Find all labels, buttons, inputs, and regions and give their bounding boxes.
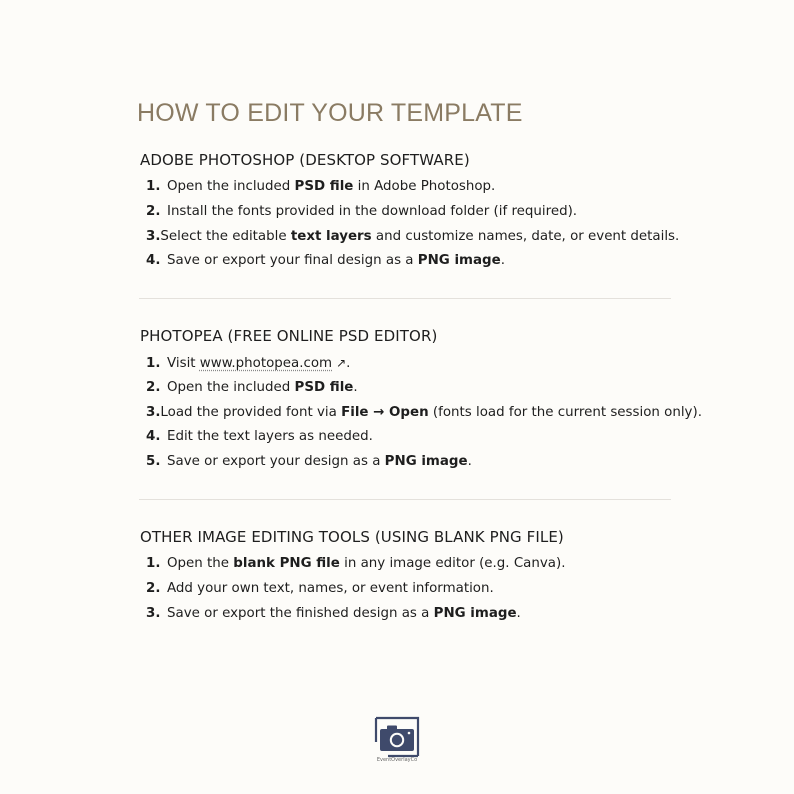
step-text: Edit the text layers as needed. — [167, 429, 373, 445]
step-text: Save or export your design as a PNG image. — [167, 454, 472, 470]
section-heading: PHOTOPEA (FREE ONLINE PSD EDITOR) — [140, 327, 438, 345]
step-text: Save or export your final design as a PNG image. — [167, 253, 505, 269]
step-text: Open the included PSD file in Adobe Photoshop. — [167, 179, 496, 194]
divider — [139, 298, 671, 299]
external-link-icon[interactable]: ↗ — [336, 356, 347, 370]
step-number: 1. — [146, 556, 161, 571]
list-item — [140, 251, 671, 276]
step-number: 3. — [146, 404, 161, 420]
logo-caption: EventOverlayCo — [376, 757, 418, 763]
list-item — [140, 427, 671, 452]
step-number: 3. — [146, 228, 161, 244]
step-number: 2. — [146, 580, 161, 596]
section-heading: ADOBE PHOTOSHOP (DESKTOP SOFTWARE) — [140, 151, 470, 169]
divider — [139, 499, 671, 500]
list-item — [140, 227, 680, 252]
list-item — [140, 353, 671, 378]
list-item — [140, 452, 671, 477]
step-number: 2. — [146, 203, 161, 219]
step-number: 1. — [146, 356, 161, 371]
list-item — [140, 378, 671, 403]
section-photoshop — [140, 150, 680, 276]
step-text: Load the provided font via File → Open (fonts load for the current session only). — [160, 404, 702, 420]
step-text: Install the fonts provided in the download folder (if required). — [167, 203, 578, 219]
list-item — [140, 202, 671, 227]
section-other-tools — [140, 527, 671, 628]
step-number: 1. — [146, 179, 161, 194]
step-number: 5. — [146, 454, 161, 470]
step-text: Add your own text, names, or event information. — [167, 580, 494, 596]
list-item — [140, 554, 671, 579]
section-photopea — [140, 326, 702, 477]
step-number: 3. — [146, 605, 161, 621]
step-text: Save or export the finished design as a PNG image. — [167, 605, 521, 621]
step-number: 2. — [146, 379, 161, 395]
step-text: Select the editable text layers and customize names, date, or event details. — [160, 228, 680, 244]
list-item — [140, 604, 671, 629]
section-heading: OTHER IMAGE EDITING TOOLS (USING BLANK PNG FILE) — [140, 528, 564, 546]
step-number: 4. — [146, 253, 161, 269]
photopea-link[interactable]: www.photopea.com — [199, 356, 333, 371]
list-item — [140, 403, 702, 428]
step-number: 4. — [146, 429, 161, 445]
page-title: HOW TO EDIT YOUR TEMPLATE — [137, 99, 523, 127]
list-item — [140, 177, 671, 202]
step-text: Visit www.photopea.com ↗. — [167, 353, 350, 374]
list-item — [140, 579, 671, 604]
step-text: Open the blank PNG file in any image editor (e.g. Canva). — [167, 556, 566, 571]
step-text: Open the included PSD file. — [167, 379, 358, 395]
